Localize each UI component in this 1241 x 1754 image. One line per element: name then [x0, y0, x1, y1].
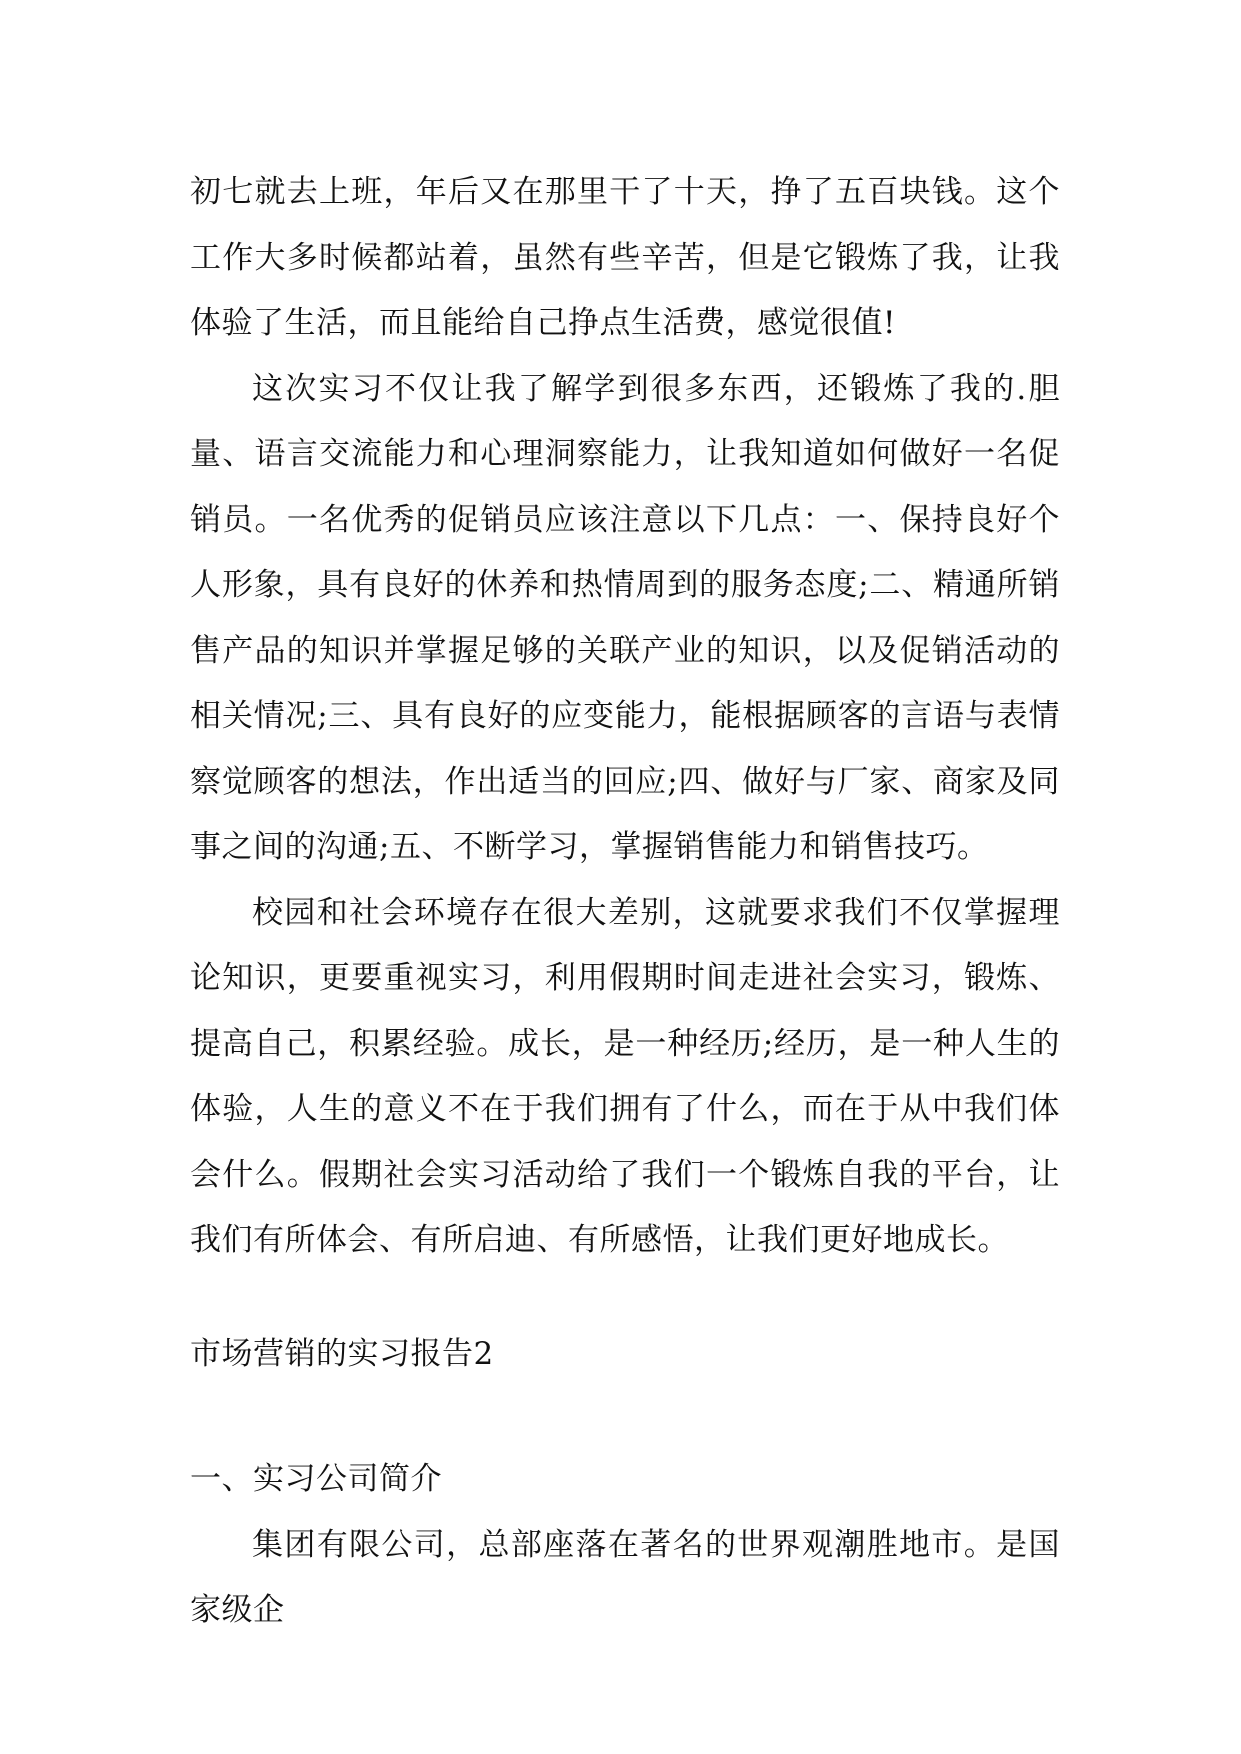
document-body: [190, 160, 1060, 1644]
section-heading: 一、实习公司简介: [190, 1461, 442, 1497]
paragraph-3: 校园和社会环境存在很大差别，这就要求我们不仅掌握理论知识，更要重视实习，利用假期时间走进社会实习，锻炼、提高自己，积累经验。成长，是一种经历;经历，是一种人生的体验，人生的意义不在于我们拥有了什么，而在于从中我们体会什么。假期社会实习活动给了我们一个锻炼自我的平台，让我们有所体会、有所启迪、有所感悟，让我们更好地成长。: [190, 894, 1060, 1258]
paragraph-1: 初七就去上班，年后又在那里干了十天，挣了五百块钱。这个工作大多时候都站着，虽然有些辛苦，但是它锻炼了我，让我体验了生活，而且能给自己挣点生活费，感觉很值!: [190, 174, 1060, 341]
spacer: [190, 1274, 1060, 1322]
section-paragraph: 集团有限公司，总部座落在著名的世界观潮胜地市。是国家级企: [190, 1526, 1060, 1628]
paragraph-2: 这次实习不仅让我了解学到很多东西，还锻炼了我的.胆量、语言交流能力和心理洞察能力，让我知道如何做好一名促销员。一名优秀的促销员应该注意以下几点：一、保持良好个人形象，具有良好的休养和热情周到的服务态度;二、精通所销售产品的知识并掌握足够的关联产业的知识，以及促销活动的相关情况;三、具有良好的应变能力，能根据顾客的言语与表情察觉顾客的想法，作出适当的回应;四、做好与厂家、商家及同事之间的沟通;五、不断学习，掌握销售能力和销售技巧。: [190, 370, 1060, 865]
report-title: 市场营销的实习报告2: [190, 1335, 494, 1372]
spacer: [190, 1387, 1060, 1447]
